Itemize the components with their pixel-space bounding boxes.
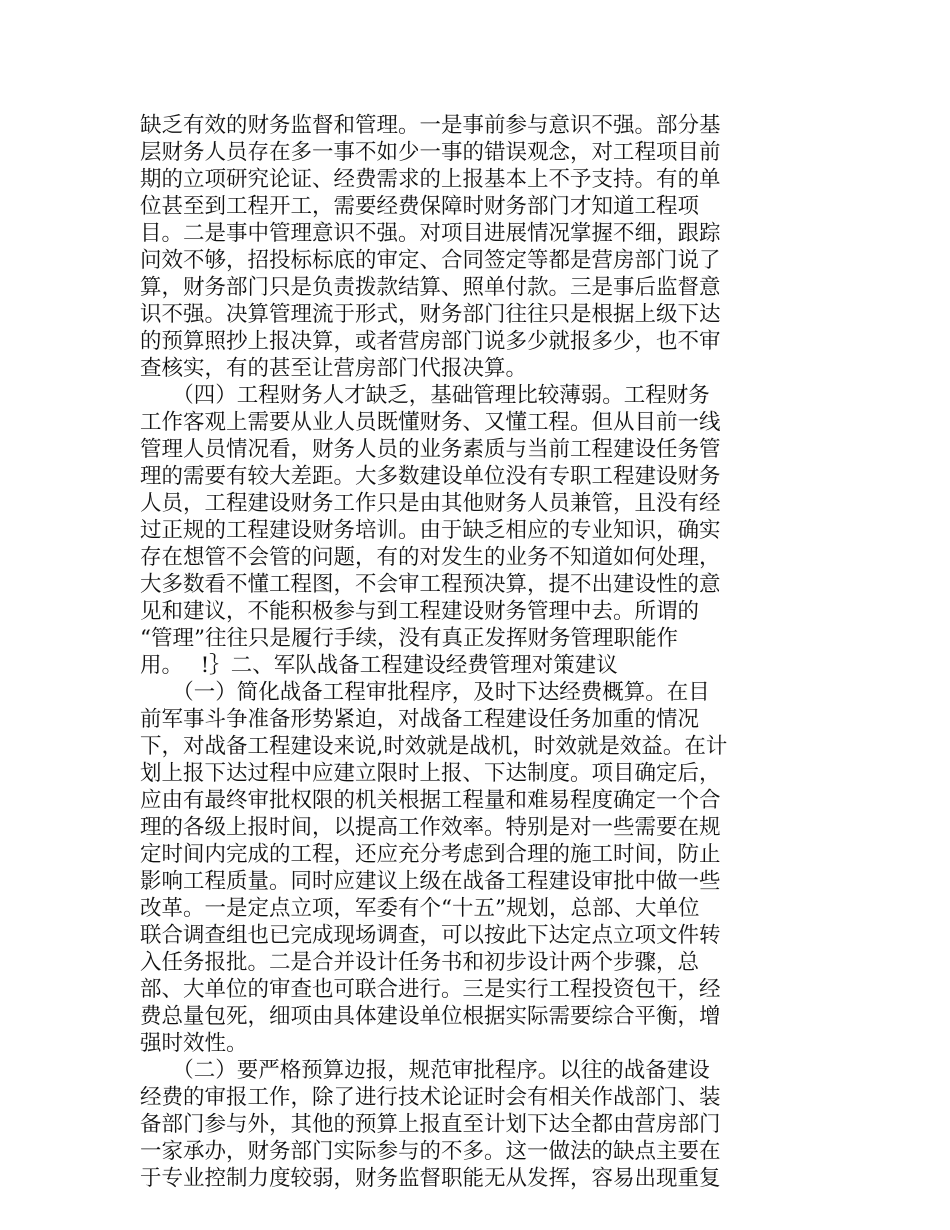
text-line: 位甚至到工程开工，需要经费保障时财务部门才知道工程项 (140, 194, 700, 219)
text-line: （四）工程财务人才缺乏，基础管理比较薄弱。工程财务 (140, 383, 710, 408)
text-line: 入任务报批。二是合并设计任务书和初步设计两个步骤，总 (140, 950, 700, 975)
text-line: 理的需要有较大差距。大多数建设单位没有专职工程建设财务 (140, 464, 721, 489)
text-line: 缺乏有效的财务监督和管理。一是事前参与意识不强。部分基 (140, 113, 721, 138)
text-line: 一家承办，财务部门实际参与的不多。这一做法的缺点主要在 (140, 1139, 721, 1164)
text-line: （二）要严格预算边报，规范审批程序。以往的战备建设 (140, 1058, 710, 1083)
text-line: 费总量包死，细项由具体建设单位根据实际需要综合平衡，增 (140, 1004, 721, 1029)
text-line: 改革。一是定点立项，军委有个“十五”规划，总部、大单位 (140, 896, 700, 921)
text-line: 强时效性。 (140, 1031, 248, 1056)
text-line: 定时间内完成的工程，还应充分考虑到合理的施工时间，防止 (140, 842, 721, 867)
text-line: 前军事斗争准备形势紧迫，对战备工程建设任务加重的情况 (140, 707, 700, 732)
text-line: 下，对战备工程建设来说,时效就是战机，时效就是效益。在计 (140, 734, 728, 759)
text-line: 划上报下达过程中应建立限时上报、下达制度。项目确定后， (140, 761, 721, 786)
text-line: 用。 !｝二、军队战备工程建设经费管理对策建议 (140, 653, 618, 678)
text-line: 过正规的工程建设财务培训。由于缺乏相应的专业知识，确实 (140, 518, 721, 543)
text-line: 大多数看不懂工程图，不会审工程预决算，提不出建设性的意 (140, 572, 721, 597)
text-line: 联合调查组也已完成现场调查，可以按此下达定点立项文件转 (140, 923, 721, 948)
text-line: 于专业控制力度较弱，财务监督职能无从发挥，容易出现重复 (140, 1166, 721, 1191)
text-line: 见和建议，不能积极参与到工程建设财务管理中去。所谓的 (140, 599, 700, 624)
document-body (140, 112, 740, 1192)
text-line: 经费的审报工作，除了进行技术论证时会有相关作战部门、装 (140, 1085, 721, 1110)
text-line: 工作客观上需要从业人员既懂财务、又懂工程。但从目前一线 (140, 410, 721, 435)
text-line: 的预算照抄上报决算，或者营房部门说多少就报多少，也不审 (140, 329, 721, 354)
text-line: 查核实，有的甚至让营房部门代报决算。 (140, 356, 528, 381)
text-line: “管理”往往只是履行手续，没有真正发挥财务管理职能作 (140, 626, 678, 651)
text-line: 管理人员情况看，财务人员的业务素质与当前工程建设任务管 (140, 437, 721, 462)
text-line: 识不强。决算管理流于形式，财务部门往往只是根据上级下达 (140, 302, 721, 327)
text-line: 算，财务部门只是负责拨款结算、照单付款。三是事后监督意 (140, 275, 721, 300)
text-line: 层财务人员存在多一事不如少一事的错误观念，对工程项目前 (140, 140, 721, 165)
text-line: 存在想管不会管的问题，有的对发生的业务不知道如何处理， (140, 545, 721, 570)
text-line: 目。二是事中管理意识不强。对项目进展情况掌握不细，跟踪 (140, 221, 721, 246)
text-line: 备部门参与外，其他的预算上报直至计划下达全都由营房部门 (140, 1112, 721, 1137)
text-line: 问效不够，招投标标底的审定、合同签定等都是营房部门说了 (140, 248, 721, 273)
text-line: 应由有最终审批权限的机关根据工程量和难易程度确定一个合 (140, 788, 721, 813)
text-line: （一）简化战备工程审批程序，及时下达经费概算。在目 (140, 680, 710, 705)
text-line: 期的立项研究论证、经费需求的上报基本上不予支持。有的单 (140, 167, 721, 192)
text-line: 人员，工程建设财务工作只是由其他财务人员兼管，且没有经 (140, 491, 721, 516)
text-line: 部、大单位的审查也可联合进行。三是实行工程投资包干，经 (140, 977, 721, 1002)
text-line: 影响工程质量。同时应建议上级在战备工程建设审批中做一些 (140, 869, 721, 894)
text-line: 理的各级上报时间，以提高工作效率。特别是对一些需要在规 (140, 815, 721, 840)
